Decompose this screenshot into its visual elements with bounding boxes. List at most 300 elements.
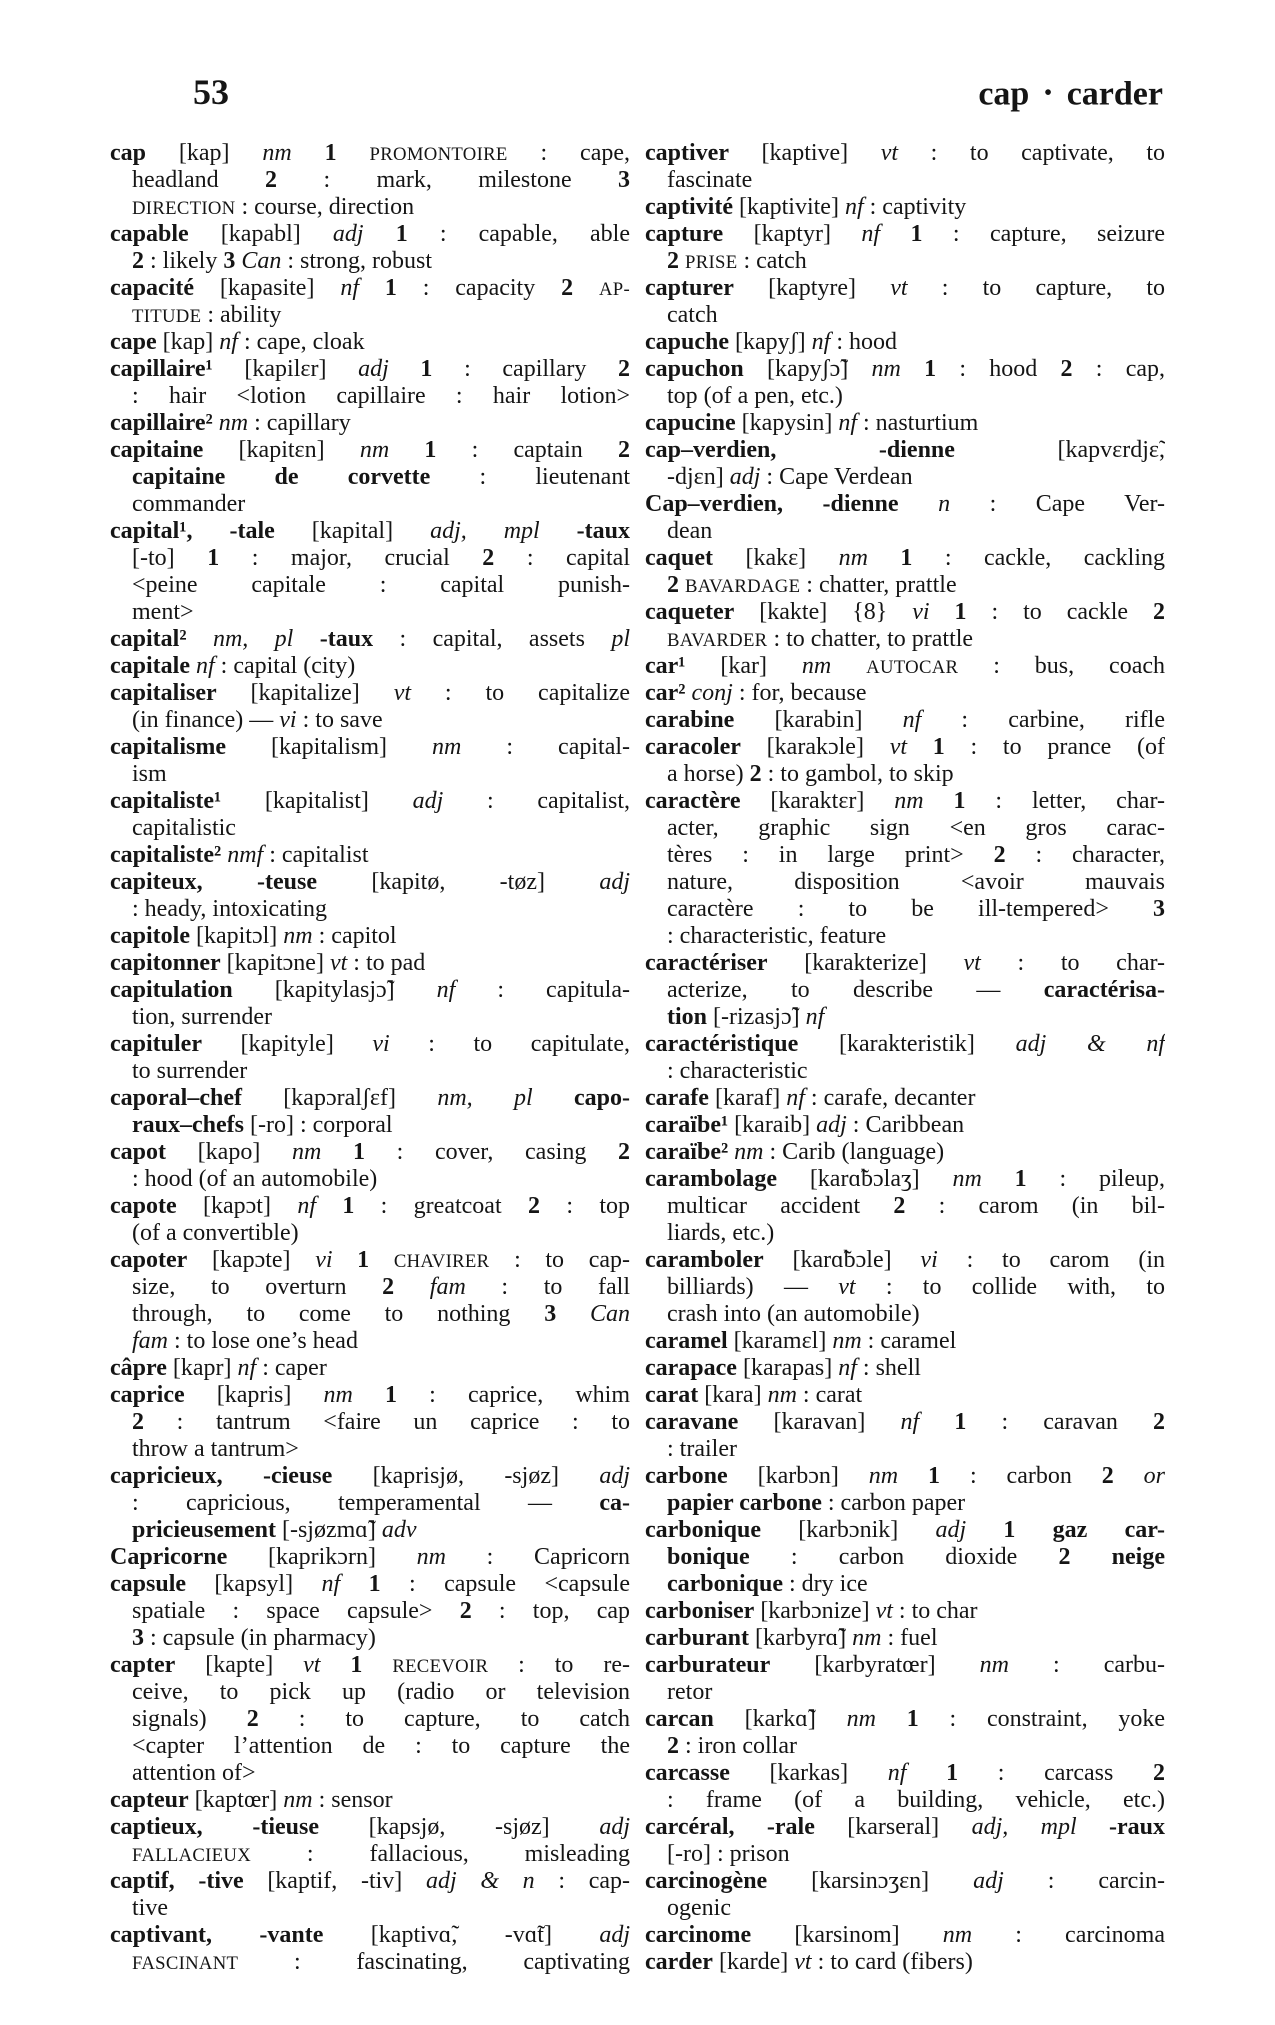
part-of-speech-label: vt xyxy=(329,950,348,976)
entry-text: [karɑ̃bɔle] xyxy=(763,1247,921,1273)
entry-text: : lieutenant xyxy=(430,464,630,490)
part-of-speech-label: nf xyxy=(195,653,215,679)
dictionary-line xyxy=(645,545,1165,572)
dictionary-line xyxy=(110,464,630,491)
entry-text: : hood xyxy=(830,329,897,355)
headword-bold-text: 3 xyxy=(544,1301,557,1327)
entry-text: : nasturtium xyxy=(857,410,979,436)
entry-text: : carcass xyxy=(958,1760,1154,1786)
entry-text: [-ro] : corporal xyxy=(243,1112,393,1138)
part-of-speech-label: nf xyxy=(811,329,831,355)
entry-text: : dry ice xyxy=(783,1571,868,1597)
entry-text: : cape, xyxy=(507,140,630,166)
part-of-speech-label: adj xyxy=(412,788,444,814)
part-of-speech-label: vi xyxy=(920,1247,938,1273)
entry-text: : characteristic, feature xyxy=(667,923,887,949)
dictionary-line xyxy=(110,1274,630,1301)
dictionary-line xyxy=(110,1085,630,1112)
entry-text: : to char xyxy=(892,1598,978,1624)
part-of-speech-label: adj, mpl xyxy=(971,1814,1077,1840)
dictionary-line xyxy=(645,1166,1165,1193)
dictionary-line xyxy=(110,572,630,599)
entry-text xyxy=(573,275,599,301)
part-of-speech-label: nf xyxy=(902,707,922,733)
headword-bold-text: papier carbone xyxy=(667,1490,822,1516)
part-of-speech-label: nm xyxy=(218,410,249,436)
part-of-speech-label: nm xyxy=(838,545,868,571)
dictionary-line xyxy=(645,194,1165,221)
dictionary-line xyxy=(645,329,1165,356)
entry-text: : ability xyxy=(201,302,282,328)
entry-text: : for, because xyxy=(732,680,867,706)
part-of-speech-label: nm xyxy=(323,1382,353,1408)
entry-text: [karbɔnize] xyxy=(754,1598,876,1624)
dictionary-line xyxy=(645,1598,1165,1625)
part-of-speech-label: nf xyxy=(340,275,359,301)
headword-bold-text: capitaine xyxy=(110,437,204,463)
dictionary-line xyxy=(645,1058,1165,1085)
headword-bold-text: 1 xyxy=(388,356,433,382)
entry-text: : to cackle xyxy=(966,599,1153,625)
dictionary-line xyxy=(110,491,630,518)
entry-text: : trailer xyxy=(667,1436,737,1462)
dictionary-line xyxy=(645,1409,1165,1436)
dictionary-line xyxy=(110,1490,630,1517)
dictionary-line xyxy=(645,302,1165,329)
entry-text: : capable, able xyxy=(407,221,630,247)
dictionary-line xyxy=(110,1598,630,1625)
part-of-speech-label: adj xyxy=(599,1922,630,1948)
entry-text: : catch xyxy=(737,248,807,274)
part-of-speech-label: adj xyxy=(935,1517,967,1543)
dictionary-line xyxy=(645,869,1165,896)
headword-bold-text: capricieux, -cieuse xyxy=(110,1463,333,1489)
entry-text: [kap] xyxy=(146,140,263,166)
dictionary-line xyxy=(110,1247,630,1274)
dictionary-line xyxy=(110,1355,630,1382)
headword-bold-text: 2 xyxy=(265,167,278,193)
entry-text: [kakte] {8} xyxy=(734,599,913,625)
dictionary-line xyxy=(110,1112,630,1139)
entry-text: : caravan xyxy=(966,1409,1153,1435)
entry-text: ceive, to pick up (radio or television xyxy=(132,1679,630,1705)
entry-text: capitalistic xyxy=(132,815,236,841)
headword-bold-text: carat xyxy=(645,1382,699,1408)
headword-bold-text: 2 xyxy=(561,275,574,301)
headword-bold-text: capot xyxy=(110,1139,166,1165)
guide-words xyxy=(978,72,1163,114)
entry-text: <capter l’attention de : to capture the xyxy=(132,1733,630,1759)
headword-bold-text: capitalisme xyxy=(110,734,226,760)
part-of-speech-label: n xyxy=(938,491,951,517)
dictionary-line xyxy=(645,437,1165,464)
entry-text: : to carom (in xyxy=(937,1247,1165,1273)
headword-bold-text: capiteux, -teuse xyxy=(110,869,317,895)
part-of-speech-label: fam xyxy=(394,1274,466,1300)
dictionary-line xyxy=(645,491,1165,518)
headword-bold-text: 1 xyxy=(919,1409,967,1435)
dictionary-line xyxy=(110,1814,630,1841)
dictionary-line xyxy=(110,896,630,923)
part-of-speech-label: nf xyxy=(219,329,238,355)
entry-text: : to char- xyxy=(980,950,1165,976)
entry-text: [karakterize] xyxy=(767,950,964,976)
part-of-speech-label: adv xyxy=(381,1517,417,1543)
part-of-speech-label: vt xyxy=(794,1949,812,1975)
headword-bold-text: 1 xyxy=(321,1139,365,1165)
entry-text: [karkas] xyxy=(729,1760,888,1786)
entry-text: ism xyxy=(132,761,167,787)
entry-text: : constraint, yoke xyxy=(918,1706,1165,1732)
dictionary-line xyxy=(645,1625,1165,1652)
cross-reference-text: PRISE xyxy=(685,252,738,273)
entry-text: [karde] xyxy=(712,1949,795,1975)
dictionary-line xyxy=(110,1868,630,1895)
entry-text: : capillary xyxy=(248,410,351,436)
entry-text: : chatter, prattle xyxy=(800,572,957,598)
dictionary-line xyxy=(645,707,1165,734)
dictionary-line xyxy=(110,1895,630,1922)
part-of-speech-label: nm xyxy=(291,1139,322,1165)
entry-text: : cover, casing xyxy=(365,1139,618,1165)
dictionary-line xyxy=(110,842,630,869)
headword-bold-text: cape xyxy=(110,329,157,355)
dictionary-line xyxy=(110,1328,630,1355)
dictionary-line xyxy=(645,410,1165,437)
part-of-speech-label: nf xyxy=(838,410,857,436)
headword-bold-text: caravane xyxy=(645,1409,739,1435)
entry-text: : capture, seizure xyxy=(922,221,1165,247)
entry-text: [kapitylasjɔ̃] xyxy=(232,977,437,1003)
entry-text: : top, cap xyxy=(471,1598,630,1624)
headword-bold-text: capillaire¹ xyxy=(110,356,213,382)
headword-bold-text: captif, -tive xyxy=(110,1868,244,1894)
headword-bold-text: 2 xyxy=(1153,599,1165,625)
entry-text: [-sjøzmɑ̃] xyxy=(275,1517,382,1543)
entry-text: [karabin] xyxy=(734,707,903,733)
entry-text: [kapitɛn] xyxy=(203,437,360,463)
dictionary-line xyxy=(110,1031,630,1058)
part-of-speech-label: nm xyxy=(359,437,390,463)
headword-bold-text: 3 xyxy=(223,248,236,274)
entry-text: [kaprikɔrn] xyxy=(227,1544,417,1570)
entry-text: [kapitalize] xyxy=(216,680,394,706)
dictionary-line xyxy=(110,1220,630,1247)
entry-text: : Cape Ver- xyxy=(950,491,1165,517)
entry-text: : cape, cloak xyxy=(237,329,365,355)
entry-text xyxy=(187,626,213,652)
part-of-speech-label: adj xyxy=(599,1463,630,1489)
headword-bold-text: 1 xyxy=(900,356,937,382)
part-of-speech-label: adj xyxy=(599,1814,630,1840)
dictionary-line xyxy=(645,680,1165,707)
part-of-speech-label: nf xyxy=(838,1355,857,1381)
dictionary-line xyxy=(110,1463,630,1490)
entry-text: : fallacious, misleading xyxy=(251,1841,630,1867)
entry-text: : Caribbean xyxy=(846,1112,965,1138)
headword-bold-text: tion xyxy=(667,1004,708,1030)
headword-bold-text: capable xyxy=(110,221,189,247)
entry-text: [karbyratœr] xyxy=(770,1652,980,1678)
headword-bold-text: 1 xyxy=(880,221,923,247)
entry-text: : fascinating, captivating xyxy=(238,1949,630,1975)
entry-text: : carom (in bil- xyxy=(905,1193,1165,1219)
entry-text: : carcin- xyxy=(1003,1868,1165,1894)
page-number: 53 xyxy=(193,72,229,112)
headword-bold-text: capitale xyxy=(110,653,190,679)
entry-text: dean xyxy=(667,518,713,544)
entry-text: : carcinoma xyxy=(972,1922,1165,1948)
entry-text: [kapityle] xyxy=(201,1031,373,1057)
entry-text: : fuel xyxy=(881,1625,938,1651)
headword-bold-text: car² xyxy=(645,680,686,706)
dictionary-line xyxy=(110,761,630,788)
dictionary-line xyxy=(110,1058,630,1085)
dictionary-line xyxy=(110,410,630,437)
entry-text: commander xyxy=(132,491,246,517)
entry-text: : to collide with, to xyxy=(855,1274,1165,1300)
part-of-speech-label: nf xyxy=(861,221,881,247)
dictionary-line xyxy=(645,140,1165,167)
entry-text: caractère : to be ill-tempered> xyxy=(667,896,1153,922)
entry-text: : to re- xyxy=(488,1652,630,1678)
dictionary-line xyxy=(645,1895,1165,1922)
entry-text: : letter, char- xyxy=(965,788,1165,814)
entry-text: [kar] xyxy=(685,653,802,679)
headword-bold-text: carcinogène xyxy=(645,1868,768,1894)
entry-text: : mark, milestone xyxy=(277,167,619,193)
bullet-separator-icon: • xyxy=(1044,80,1052,104)
headword-bold-text: 1 xyxy=(867,545,913,571)
part-of-speech-label: nf xyxy=(900,1409,920,1435)
entry-text: : to captivate, to xyxy=(898,140,1165,166)
dictionary-line xyxy=(645,653,1165,680)
headword-bold-text: capitulation xyxy=(110,977,233,1003)
dictionary-line xyxy=(645,1841,1165,1868)
entry-text: [karapas] xyxy=(736,1355,839,1381)
entry-text: <peine capitale : capital punish- xyxy=(132,572,630,598)
cross-reference-text: CHAVIRER xyxy=(393,1251,490,1272)
part-of-speech-label: nm xyxy=(767,1382,797,1408)
part-of-speech-label: nf xyxy=(844,194,864,220)
entry-text: : to capture, to xyxy=(907,275,1165,301)
headword-bold-text: caractéristique xyxy=(645,1031,799,1057)
entry-text: [kapitɔne] xyxy=(220,950,330,976)
dictionary-line xyxy=(110,329,630,356)
dictionary-line xyxy=(110,518,630,545)
headword-bold-text: 1 xyxy=(320,1652,393,1678)
headword-bold-text: câpre xyxy=(110,1355,167,1381)
entry-text: : cackle, cackling xyxy=(912,545,1165,571)
headword-bold-text: car¹ xyxy=(645,653,686,679)
part-of-speech-label: nf xyxy=(436,977,456,1003)
entry-text: : to capitalize xyxy=(411,680,630,706)
entry-text: : capitol xyxy=(312,923,397,949)
dictionary-line xyxy=(645,1733,1165,1760)
headword-bold-text: 1 xyxy=(907,734,945,760)
entry-text: [kaptyre] xyxy=(733,275,891,301)
headword-bold-text: -taux xyxy=(539,518,630,544)
entry-text: : characteristic xyxy=(667,1058,808,1084)
headword-bold-text: 2 xyxy=(459,1598,472,1624)
part-of-speech-label: nm xyxy=(801,653,832,679)
headword-bold-text: 2 xyxy=(527,1193,540,1219)
dictionary-line xyxy=(110,248,630,275)
entry-text: : to chatter, to prattle xyxy=(767,626,974,652)
entry-text: : top xyxy=(539,1193,630,1219)
part-of-speech-label: adj xyxy=(973,1868,1004,1894)
part-of-speech-label: vi xyxy=(912,599,930,625)
dictionary-line xyxy=(645,977,1165,1004)
entry-text: : Cape Verdean xyxy=(760,464,913,490)
right-column xyxy=(645,140,1165,1976)
headword-bold-text: carbone xyxy=(645,1463,728,1489)
entry-text: size, to overturn xyxy=(132,1274,383,1300)
headword-bold-text: captivité xyxy=(645,194,733,220)
dictionary-line xyxy=(110,221,630,248)
headword-bold-text: caporal–chef xyxy=(110,1085,242,1111)
headword-bold-text: cap xyxy=(110,140,146,166)
headword-bold-text: caqueter xyxy=(645,599,735,625)
dictionary-line xyxy=(110,788,630,815)
part-of-speech-label: vt xyxy=(875,1598,893,1624)
headword-bold-text: capitonner xyxy=(110,950,221,976)
headword-bold-text: carabine xyxy=(645,707,735,733)
part-of-speech-label: vt xyxy=(303,1652,321,1678)
dictionary-line xyxy=(645,896,1165,923)
dictionary-line xyxy=(110,950,630,977)
entry-text: [karavan] xyxy=(738,1409,901,1435)
part-of-speech-label: nm xyxy=(283,923,313,949)
headword-bold-text: capillaire² xyxy=(110,410,213,436)
dictionary-line xyxy=(110,1841,630,1868)
part-of-speech-label: adj xyxy=(816,1112,847,1138)
dictionary-line xyxy=(645,1247,1165,1274)
dictionary-line xyxy=(645,248,1165,275)
headword-bold-text: 1 xyxy=(898,1463,941,1489)
headword-bold-text: -taux xyxy=(293,626,374,652)
dictionary-line xyxy=(645,356,1165,383)
headword-bold-text: caractériser xyxy=(645,950,768,976)
dictionary-line xyxy=(110,1652,630,1679)
cross-reference-text: FALLACIEUX xyxy=(132,1845,252,1866)
entry-text: [karsinɔʒɛn] xyxy=(767,1868,974,1894)
dictionary-line xyxy=(645,383,1165,410)
part-of-speech-label: nm xyxy=(283,1787,313,1813)
entry-text: throw a tantrum> xyxy=(132,1436,299,1462)
part-of-speech-label: adj xyxy=(332,221,364,247)
part-of-speech-label: vi xyxy=(315,1247,333,1273)
entry-text: [kara] xyxy=(698,1382,768,1408)
headword-bold-text: caraïbe¹ xyxy=(645,1112,729,1138)
headword-bold-text: 3 xyxy=(618,167,630,193)
headword-bold-text: 2 neige xyxy=(1058,1544,1165,1570)
dictionary-line xyxy=(645,788,1165,815)
headword-bold-text: raux–chefs xyxy=(132,1112,244,1138)
entry-text xyxy=(899,491,939,517)
part-of-speech-label: nm, pl xyxy=(212,626,294,652)
dictionary-line xyxy=(110,1625,630,1652)
part-of-speech-label: nf xyxy=(237,1355,257,1381)
entry-text: ment> xyxy=(132,599,194,625)
headword-bold-text: captiver xyxy=(645,140,729,166)
dictionary-line xyxy=(645,1517,1165,1544)
headword-bold-text: 1 xyxy=(352,1382,398,1408)
part-of-speech-label: nm xyxy=(952,1166,982,1192)
entry-text: tion, surrender xyxy=(132,1004,272,1030)
dictionary-line xyxy=(110,977,630,1004)
dictionary-line xyxy=(110,167,630,194)
headword-bold-text: -raux xyxy=(1076,1814,1165,1840)
headword-bold-text: 1 xyxy=(389,437,437,463)
entry-text: [kapɔt] xyxy=(176,1193,298,1219)
entry-text: : Capricorn xyxy=(445,1544,630,1570)
part-of-speech-label: vt xyxy=(889,734,908,760)
entry-text: [-ro] : prison xyxy=(667,1841,790,1867)
entry-text: : character, xyxy=(1005,842,1165,868)
headword-bold-text: carapace xyxy=(645,1355,737,1381)
entry-text: [karseral] xyxy=(814,1814,972,1840)
part-of-speech-label: vt xyxy=(393,680,412,706)
part-of-speech-label: adj & n xyxy=(425,1868,535,1894)
headword-bold-text: carburant xyxy=(645,1625,749,1651)
entry-text: [karɑ̃bɔlaʒ] xyxy=(776,1166,953,1192)
headword-bold-text: capsule xyxy=(110,1571,187,1597)
part-of-speech-label: vt xyxy=(838,1274,856,1300)
part-of-speech-label: nm xyxy=(832,1328,862,1354)
part-of-speech-label: nm xyxy=(871,356,901,382)
dictionary-line xyxy=(645,734,1165,761)
entry-text: [karbyrɑ̃] xyxy=(749,1625,853,1651)
entry-text: : capricious, temperamental — xyxy=(132,1490,600,1516)
entry-text: : sensor xyxy=(312,1787,393,1813)
headword-bold-text: captieux, -tieuse xyxy=(110,1814,319,1840)
dictionary-line xyxy=(110,437,630,464)
part-of-speech-label: nm xyxy=(852,1625,882,1651)
dictionary-line xyxy=(645,1382,1165,1409)
entry-text: [kaptivite] xyxy=(732,194,845,220)
entry-text: [kaprisjø, -sjøz] xyxy=(332,1463,600,1489)
entry-text: : iron collar xyxy=(679,1733,797,1759)
headword-bold-text: 2 xyxy=(618,437,630,463)
dictionary-line xyxy=(110,626,630,653)
dictionary-line xyxy=(110,923,630,950)
entry-text: top (of a pen, etc.) xyxy=(667,383,843,409)
entry-text: : capital- xyxy=(461,734,630,760)
dictionary-line xyxy=(645,626,1165,653)
headword-bold-text: carburateur xyxy=(645,1652,771,1678)
headword-bold-text: 2 xyxy=(132,1409,144,1435)
cross-reference-text: TITUDE xyxy=(132,306,202,327)
dictionary-line xyxy=(110,1436,630,1463)
headword-bold-text: capitole xyxy=(110,923,190,949)
entry-text: [kapitø, -tøz] xyxy=(316,869,600,895)
headword-bold-text: 1 xyxy=(332,1247,394,1273)
part-of-speech-label: vi xyxy=(372,1031,390,1057)
entry-text: [kapsjø, -sjøz] xyxy=(318,1814,600,1840)
entry-text: [karsinom] xyxy=(751,1922,943,1948)
dictionary-line xyxy=(110,734,630,761)
entry-text: to surrender xyxy=(132,1058,248,1084)
dictionary-line xyxy=(110,1571,630,1598)
dictionary-line xyxy=(645,275,1165,302)
headword-bold-text: 2 xyxy=(749,761,762,787)
entry-text: retor xyxy=(667,1679,713,1705)
dictionary-line xyxy=(645,1436,1165,1463)
dictionary-line xyxy=(110,1301,630,1328)
dictionary-line xyxy=(110,815,630,842)
cross-reference-text: AUTOCAR xyxy=(866,657,959,678)
